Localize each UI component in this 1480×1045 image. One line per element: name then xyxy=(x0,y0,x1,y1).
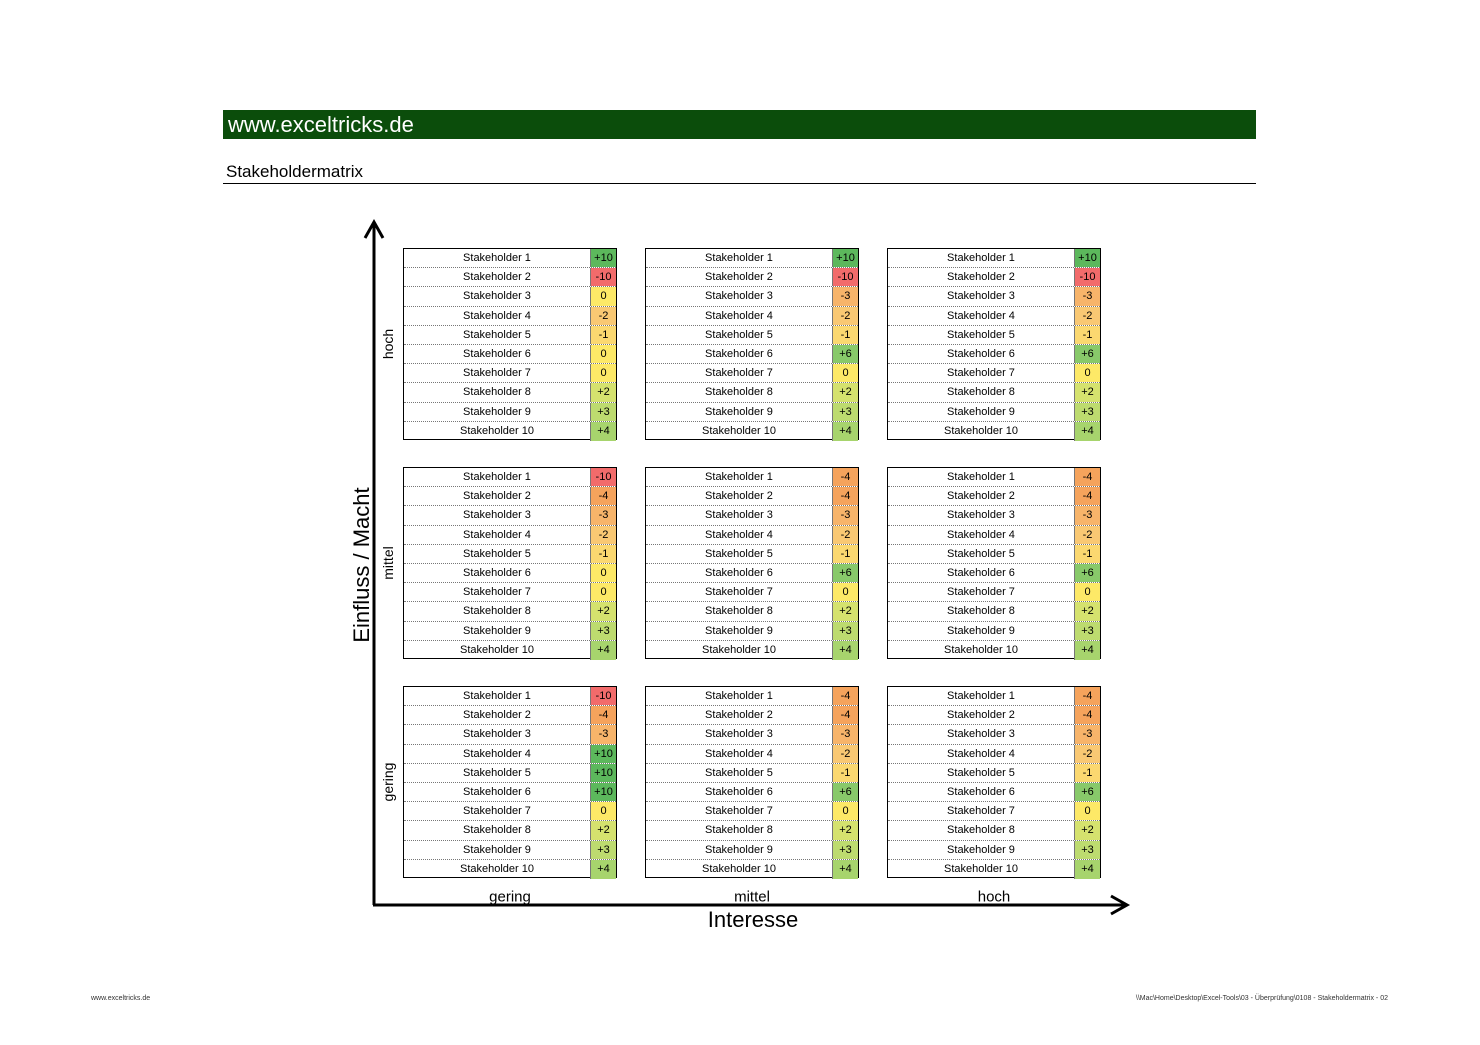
page-title: Stakeholdermatrix xyxy=(226,162,364,181)
stakeholder-name: Stakeholder 3 xyxy=(705,290,773,303)
stakeholder-score: +6 xyxy=(832,783,858,801)
stakeholder-row xyxy=(646,526,858,545)
stakeholder-name: Stakeholder 8 xyxy=(463,824,531,837)
stakeholder-name: Stakeholder 10 xyxy=(460,424,534,437)
stakeholder-name: Stakeholder 9 xyxy=(705,405,773,418)
stakeholder-name: Stakeholder 2 xyxy=(463,490,531,503)
stakeholder-score: 0 xyxy=(590,583,616,601)
stakeholder-row xyxy=(888,545,1100,564)
stakeholder-name: Stakeholder 4 xyxy=(463,747,531,760)
stakeholder-score: -3 xyxy=(832,506,858,524)
stakeholder-row xyxy=(404,860,616,879)
stakeholder-score: 0 xyxy=(590,345,616,363)
stakeholder-name: Stakeholder 7 xyxy=(947,586,1015,599)
stakeholder-score: +10 xyxy=(590,745,616,763)
stakeholder-score: +4 xyxy=(590,422,616,441)
stakeholder-row xyxy=(888,422,1100,441)
stakeholder-row xyxy=(888,783,1100,802)
stakeholder-score: 0 xyxy=(1074,802,1100,820)
stakeholder-name: Stakeholder 5 xyxy=(463,766,531,779)
stakeholder-row xyxy=(888,326,1100,345)
stakeholder-score: -4 xyxy=(1074,468,1100,486)
stakeholder-name: Stakeholder 1 xyxy=(705,471,773,483)
stakeholder-name: Stakeholder 10 xyxy=(944,643,1018,656)
stakeholder-name: Stakeholder 8 xyxy=(947,605,1015,618)
stakeholder-score: -2 xyxy=(832,307,858,325)
stakeholder-score: -3 xyxy=(590,506,616,524)
stakeholder-name: Stakeholder 4 xyxy=(947,747,1015,760)
stakeholder-row xyxy=(888,687,1100,706)
stakeholder-row xyxy=(404,506,616,525)
stakeholder-row xyxy=(404,821,616,840)
stakeholder-name: Stakeholder 10 xyxy=(460,862,534,875)
stakeholder-row xyxy=(646,641,858,660)
stakeholder-name: Stakeholder 5 xyxy=(705,547,773,560)
stakeholder-row xyxy=(404,526,616,545)
stakeholder-row xyxy=(888,403,1100,422)
stakeholder-row xyxy=(404,403,616,422)
stakeholder-score: -1 xyxy=(590,326,616,344)
stakeholder-row xyxy=(646,564,858,583)
stakeholder-name: Stakeholder 6 xyxy=(705,347,773,360)
stakeholder-row xyxy=(888,487,1100,506)
stakeholder-score: -4 xyxy=(590,487,616,505)
stakeholder-score: +6 xyxy=(832,345,858,363)
stakeholder-score: +2 xyxy=(832,383,858,401)
stakeholder-row xyxy=(404,287,616,306)
stakeholder-row xyxy=(646,383,858,402)
stakeholder-row xyxy=(646,745,858,764)
stakeholder-row xyxy=(888,583,1100,602)
stakeholder-name: Stakeholder 7 xyxy=(463,805,531,818)
stakeholder-row xyxy=(888,641,1100,660)
stakeholder-row xyxy=(404,326,616,345)
stakeholder-score: +4 xyxy=(832,860,858,879)
stakeholder-row xyxy=(646,687,858,706)
stakeholder-name: Stakeholder 5 xyxy=(463,328,531,341)
stakeholder-row xyxy=(646,821,858,840)
stakeholder-name: Stakeholder 6 xyxy=(947,785,1015,798)
stakeholder-row xyxy=(404,364,616,383)
stakeholder-score: -4 xyxy=(832,468,858,486)
stakeholder-name: Stakeholder 9 xyxy=(947,405,1015,418)
quadrant-high-influence-high-interest xyxy=(887,248,1101,440)
stakeholder-row xyxy=(404,487,616,506)
stakeholder-score: +2 xyxy=(590,821,616,839)
stakeholder-name: Stakeholder 9 xyxy=(463,405,531,418)
stakeholder-score: -2 xyxy=(1074,745,1100,763)
stakeholder-name: Stakeholder 6 xyxy=(463,785,531,798)
stakeholder-score: -4 xyxy=(1074,706,1100,724)
stakeholder-score: +2 xyxy=(1074,821,1100,839)
stakeholder-score: 0 xyxy=(1074,583,1100,601)
stakeholder-score: +2 xyxy=(590,383,616,401)
stakeholder-name: Stakeholder 4 xyxy=(947,528,1015,541)
stakeholder-score: -10 xyxy=(832,268,858,286)
stakeholder-score: +3 xyxy=(832,403,858,421)
stakeholder-row xyxy=(646,287,858,306)
stakeholder-score: -1 xyxy=(832,326,858,344)
stakeholder-row xyxy=(404,383,616,402)
stakeholder-score: -1 xyxy=(832,764,858,782)
stakeholder-row xyxy=(404,545,616,564)
stakeholder-score: +10 xyxy=(832,249,858,267)
stakeholder-name: Stakeholder 2 xyxy=(463,271,531,284)
stakeholder-name: Stakeholder 5 xyxy=(705,766,773,779)
stakeholder-row xyxy=(404,564,616,583)
stakeholder-row xyxy=(404,307,616,326)
x-level-medium: mittel xyxy=(734,888,770,906)
stakeholder-score: -1 xyxy=(1074,326,1100,344)
stakeholder-score: -3 xyxy=(1074,506,1100,524)
stakeholder-name: Stakeholder 5 xyxy=(705,328,773,341)
stakeholder-row xyxy=(888,364,1100,383)
stakeholder-name: Stakeholder 2 xyxy=(947,271,1015,284)
stakeholder-score: +3 xyxy=(1074,403,1100,421)
stakeholder-score: -3 xyxy=(1074,725,1100,743)
stakeholder-row xyxy=(888,268,1100,287)
stakeholder-name: Stakeholder 7 xyxy=(705,586,773,599)
stakeholder-row xyxy=(646,506,858,525)
stakeholder-score: -3 xyxy=(590,725,616,743)
banner-text: www.exceltricks.de xyxy=(228,112,414,137)
stakeholder-score: -4 xyxy=(590,706,616,724)
stakeholder-row xyxy=(404,725,616,744)
stakeholder-row xyxy=(646,403,858,422)
quadrant-high-influence-low-interest xyxy=(403,248,617,440)
stakeholder-row xyxy=(888,287,1100,306)
stakeholder-name: Stakeholder 3 xyxy=(705,509,773,522)
stakeholder-row xyxy=(404,345,616,364)
stakeholder-score: -10 xyxy=(590,268,616,286)
stakeholder-row xyxy=(404,583,616,602)
stakeholder-name: Stakeholder 2 xyxy=(947,709,1015,722)
stakeholder-name: Stakeholder 1 xyxy=(705,690,773,702)
quadrant-low-influence-low-interest xyxy=(403,686,617,878)
stakeholder-row xyxy=(888,725,1100,744)
stakeholder-row xyxy=(404,783,616,802)
stakeholder-score: -1 xyxy=(1074,764,1100,782)
stakeholder-row xyxy=(404,468,616,487)
stakeholder-score: +3 xyxy=(832,622,858,640)
stakeholder-name: Stakeholder 9 xyxy=(463,624,531,637)
stakeholder-row xyxy=(646,841,858,860)
stakeholder-name: Stakeholder 8 xyxy=(705,824,773,837)
x-level-low: gering xyxy=(489,888,531,906)
stakeholder-name: Stakeholder 6 xyxy=(947,347,1015,360)
stakeholder-row xyxy=(404,268,616,287)
stakeholder-name: Stakeholder 7 xyxy=(947,805,1015,818)
stakeholder-score: +4 xyxy=(590,860,616,879)
stakeholder-row xyxy=(646,487,858,506)
stakeholder-name: Stakeholder 2 xyxy=(705,271,773,284)
stakeholder-name: Stakeholder 3 xyxy=(947,509,1015,522)
stakeholder-row xyxy=(646,583,858,602)
stakeholder-name: Stakeholder 10 xyxy=(944,862,1018,875)
stakeholder-name: Stakeholder 1 xyxy=(463,690,531,702)
stakeholder-row xyxy=(646,326,858,345)
stakeholder-score: -4 xyxy=(832,706,858,724)
stakeholder-row xyxy=(646,764,858,783)
stakeholder-name: Stakeholder 6 xyxy=(463,347,531,360)
stakeholder-row xyxy=(888,526,1100,545)
x-level-high: hoch xyxy=(977,888,1011,906)
x-axis-title: Interesse xyxy=(707,907,799,932)
stakeholder-score: -3 xyxy=(1074,287,1100,305)
stakeholder-row xyxy=(404,802,616,821)
stakeholder-name: Stakeholder 4 xyxy=(463,528,531,541)
stakeholder-score: 0 xyxy=(590,364,616,382)
stakeholder-score: +4 xyxy=(1074,860,1100,879)
footer-path: \\Mac\Home\Desktop\Excel-Tools\03 - Überprüfung\0108 - Stakeholdermatrix - 02 xyxy=(1135,995,1388,1002)
stakeholder-score: +6 xyxy=(1074,783,1100,801)
stakeholder-row xyxy=(646,545,858,564)
stakeholder-name: Stakeholder 10 xyxy=(702,643,776,656)
stakeholder-name: Stakeholder 5 xyxy=(463,547,531,560)
stakeholder-row xyxy=(646,602,858,621)
quadrant-medium-influence-medium-interest xyxy=(645,467,859,659)
stakeholder-name: Stakeholder 1 xyxy=(947,690,1015,702)
stakeholder-score: +3 xyxy=(590,841,616,859)
stakeholder-name: Stakeholder 9 xyxy=(705,843,773,856)
stakeholder-score: -3 xyxy=(832,287,858,305)
stakeholder-row xyxy=(888,764,1100,783)
stakeholder-row xyxy=(888,506,1100,525)
stakeholder-score: +10 xyxy=(1074,249,1100,267)
stakeholder-score: +10 xyxy=(590,249,616,267)
stakeholder-row xyxy=(888,860,1100,879)
stakeholder-name: Stakeholder 6 xyxy=(947,566,1015,579)
stakeholder-name: Stakeholder 6 xyxy=(705,566,773,579)
stakeholder-name: Stakeholder 8 xyxy=(463,605,531,618)
stakeholder-name: Stakeholder 7 xyxy=(463,367,531,380)
stakeholder-row xyxy=(404,841,616,860)
stakeholder-name: Stakeholder 3 xyxy=(705,728,773,741)
stakeholder-row xyxy=(646,249,858,268)
stakeholder-name: Stakeholder 9 xyxy=(463,843,531,856)
stakeholder-name: Stakeholder 2 xyxy=(463,709,531,722)
stakeholder-row xyxy=(646,706,858,725)
stakeholder-row xyxy=(888,345,1100,364)
stakeholder-row xyxy=(404,641,616,660)
stakeholder-name: Stakeholder 8 xyxy=(947,824,1015,837)
stakeholder-row xyxy=(404,706,616,725)
stakeholder-name: Stakeholder 6 xyxy=(463,566,531,579)
stakeholder-row xyxy=(888,468,1100,487)
stakeholder-score: -3 xyxy=(832,725,858,743)
stakeholder-score: -4 xyxy=(832,687,858,705)
stakeholder-row xyxy=(646,783,858,802)
stakeholder-name: Stakeholder 1 xyxy=(705,252,773,264)
quadrant-medium-influence-low-interest xyxy=(403,467,617,659)
stakeholder-name: Stakeholder 3 xyxy=(463,290,531,303)
stakeholder-name: Stakeholder 5 xyxy=(947,328,1015,341)
stakeholder-row xyxy=(888,383,1100,402)
stakeholder-score: -2 xyxy=(832,526,858,544)
stakeholder-score: -10 xyxy=(590,468,616,486)
stakeholder-row xyxy=(646,307,858,326)
stakeholder-score: -1 xyxy=(832,545,858,563)
stakeholder-score: +6 xyxy=(832,564,858,582)
stakeholder-score: +3 xyxy=(1074,841,1100,859)
stakeholder-name: Stakeholder 3 xyxy=(947,290,1015,303)
stakeholder-score: +10 xyxy=(590,764,616,782)
stakeholder-name: Stakeholder 3 xyxy=(463,509,531,522)
stakeholder-row xyxy=(404,422,616,441)
stakeholder-score: -10 xyxy=(590,687,616,705)
stakeholder-score: -2 xyxy=(1074,307,1100,325)
stakeholder-row xyxy=(888,307,1100,326)
stakeholder-score: -1 xyxy=(1074,545,1100,563)
stakeholder-name: Stakeholder 4 xyxy=(947,309,1015,322)
stakeholder-name: Stakeholder 6 xyxy=(705,785,773,798)
stakeholder-score: +2 xyxy=(1074,383,1100,401)
stakeholder-name: Stakeholder 1 xyxy=(463,252,531,264)
stakeholder-score: -2 xyxy=(590,526,616,544)
stakeholder-row xyxy=(646,622,858,641)
stakeholder-name: Stakeholder 8 xyxy=(705,605,773,618)
stakeholder-name: Stakeholder 7 xyxy=(705,805,773,818)
stakeholder-name: Stakeholder 8 xyxy=(705,386,773,399)
stakeholder-name: Stakeholder 9 xyxy=(947,624,1015,637)
stakeholder-name: Stakeholder 2 xyxy=(705,709,773,722)
quadrant-low-influence-high-interest xyxy=(887,686,1101,878)
stakeholder-name: Stakeholder 4 xyxy=(705,747,773,760)
stakeholder-row xyxy=(404,687,616,706)
stakeholder-row xyxy=(646,345,858,364)
stakeholder-score: +3 xyxy=(590,622,616,640)
stakeholder-score: +4 xyxy=(832,422,858,441)
stakeholder-score: -2 xyxy=(832,745,858,763)
stakeholder-row xyxy=(888,622,1100,641)
stakeholder-name: Stakeholder 7 xyxy=(947,367,1015,380)
stakeholder-name: Stakeholder 7 xyxy=(705,367,773,380)
stakeholder-score: +2 xyxy=(832,821,858,839)
stakeholder-name: Stakeholder 10 xyxy=(702,424,776,437)
stakeholder-row xyxy=(404,622,616,641)
stakeholder-row xyxy=(888,821,1100,840)
stakeholder-row xyxy=(888,602,1100,621)
stakeholder-score: 0 xyxy=(590,802,616,820)
stakeholder-name: Stakeholder 4 xyxy=(463,309,531,322)
stakeholder-name: Stakeholder 10 xyxy=(460,643,534,656)
y-level-medium: mittel xyxy=(380,546,396,580)
footer-left: www.exceltricks.de xyxy=(91,995,151,1002)
stakeholder-score: +4 xyxy=(832,641,858,660)
stakeholder-name: Stakeholder 8 xyxy=(947,386,1015,399)
stakeholder-row xyxy=(888,841,1100,860)
stakeholder-name: Stakeholder 5 xyxy=(947,547,1015,560)
stakeholder-row xyxy=(404,764,616,783)
stakeholder-row xyxy=(646,860,858,879)
stakeholder-name: Stakeholder 9 xyxy=(705,624,773,637)
stakeholder-row xyxy=(888,745,1100,764)
stakeholder-row xyxy=(646,364,858,383)
stakeholder-score: +3 xyxy=(832,841,858,859)
stakeholder-row xyxy=(404,249,616,268)
stakeholder-score: +4 xyxy=(590,641,616,660)
stakeholder-name: Stakeholder 4 xyxy=(705,309,773,322)
stakeholder-score: -2 xyxy=(1074,526,1100,544)
stakeholder-name: Stakeholder 3 xyxy=(463,728,531,741)
stakeholder-score: -2 xyxy=(590,307,616,325)
stakeholder-row xyxy=(888,249,1100,268)
stakeholder-score: -1 xyxy=(590,545,616,563)
stakeholder-score: 0 xyxy=(832,364,858,382)
stakeholder-score: +2 xyxy=(832,602,858,620)
stakeholder-name: Stakeholder 1 xyxy=(463,471,531,483)
stakeholder-name: Stakeholder 8 xyxy=(463,386,531,399)
stakeholder-row xyxy=(888,802,1100,821)
quadrant-low-influence-medium-interest xyxy=(645,686,859,878)
stakeholder-score: +6 xyxy=(1074,564,1100,582)
stakeholder-name: Stakeholder 10 xyxy=(702,862,776,875)
stakeholder-name: Stakeholder 9 xyxy=(947,843,1015,856)
y-level-high: hoch xyxy=(380,328,396,360)
stakeholder-row xyxy=(888,564,1100,583)
stakeholder-row xyxy=(646,468,858,487)
stakeholder-row xyxy=(404,745,616,764)
stakeholder-score: 0 xyxy=(832,802,858,820)
stakeholder-score: +3 xyxy=(1074,622,1100,640)
y-axis-title: Einfluss / Macht xyxy=(349,487,374,643)
stakeholder-score: -10 xyxy=(1074,268,1100,286)
stakeholder-score: +2 xyxy=(590,602,616,620)
quadrant-high-influence-medium-interest xyxy=(645,248,859,440)
stakeholder-row xyxy=(646,268,858,287)
stakeholder-name: Stakeholder 2 xyxy=(705,490,773,503)
stakeholder-row xyxy=(646,802,858,821)
stakeholder-name: Stakeholder 10 xyxy=(944,424,1018,437)
stakeholder-score: +3 xyxy=(590,403,616,421)
stakeholder-name: Stakeholder 2 xyxy=(947,490,1015,503)
stakeholder-score: +4 xyxy=(1074,641,1100,660)
stakeholder-name: Stakeholder 7 xyxy=(463,586,531,599)
stakeholder-score: +4 xyxy=(1074,422,1100,441)
stakeholder-row xyxy=(888,706,1100,725)
stakeholder-score: 0 xyxy=(1074,364,1100,382)
stakeholder-score: +10 xyxy=(590,783,616,801)
stakeholder-score: +2 xyxy=(1074,602,1100,620)
quadrant-medium-influence-high-interest xyxy=(887,467,1101,659)
stakeholder-name: Stakeholder 1 xyxy=(947,252,1015,264)
stakeholder-score: 0 xyxy=(832,583,858,601)
y-level-low: gering xyxy=(380,762,396,802)
stakeholder-name: Stakeholder 5 xyxy=(947,766,1015,779)
stakeholder-name: Stakeholder 1 xyxy=(947,471,1015,483)
stakeholder-score: +6 xyxy=(1074,345,1100,363)
stakeholder-score: 0 xyxy=(590,564,616,582)
stakeholder-row xyxy=(646,422,858,441)
stakeholder-score: -4 xyxy=(832,487,858,505)
stakeholder-row xyxy=(404,602,616,621)
stakeholder-row xyxy=(646,725,858,744)
stakeholder-name: Stakeholder 4 xyxy=(705,528,773,541)
stakeholder-score: -4 xyxy=(1074,487,1100,505)
stakeholder-score: -4 xyxy=(1074,687,1100,705)
stakeholder-score: 0 xyxy=(590,287,616,305)
stakeholder-name: Stakeholder 3 xyxy=(947,728,1015,741)
